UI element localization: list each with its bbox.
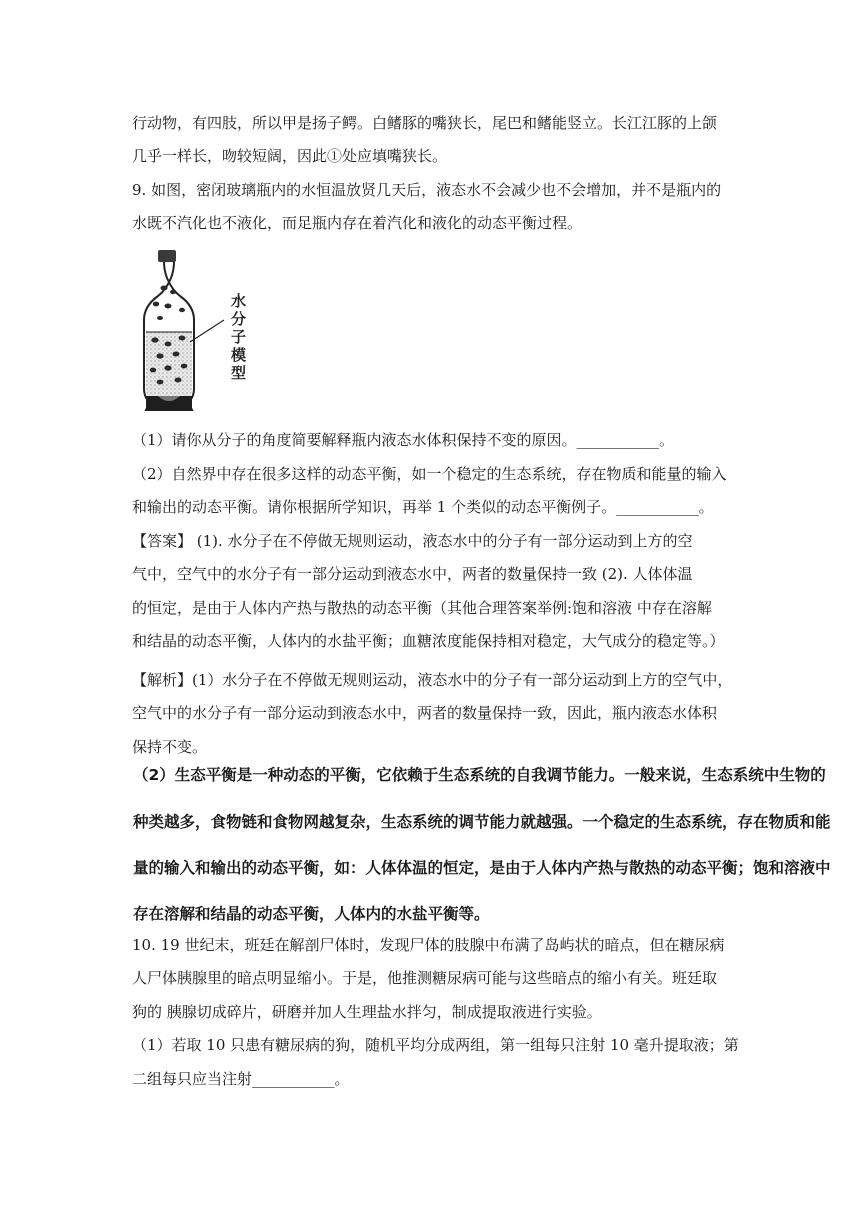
q9-part2: （2）自然界中存在很多这样的动态平衡，如一个稳定的生态系统，存在物质和能量的输入 bbox=[132, 465, 727, 483]
line: 空气中的水分子有一部分运动到液态水中，两者的数量保持一致，因此，瓶内液态水体积 bbox=[132, 704, 718, 722]
analysis-heading: 【解析】(1）水分子在不停做无规则运动，液态水中的分子有一部分运动到上方的空气中， bbox=[132, 671, 733, 689]
line: 存在溶解和结晶的动态平衡，人体内的水盐平衡等。 bbox=[133, 905, 490, 923]
question-9: 9. 如图，密闭玻璃瓶内的水恒温放贤几天后，液态水不会减少也不会增加，并不是瓶内的 bbox=[132, 181, 722, 199]
line: 人尸体胰腺里的暗点明显缩小。于是，他推测糖尿病可能与这些暗点的缩小有关。班廷取 bbox=[132, 969, 718, 987]
line: 和输出的动态平衡。请你根据所学知识，再举 1 个类似的动态平衡例子。___________。 bbox=[132, 498, 714, 516]
line: 量的输入和输出的动态平衡，如：人体体温的恒定，是由于人体内产热与散热的动态平衡；饱和溶液中 bbox=[133, 859, 831, 877]
bottle-figure bbox=[138, 248, 258, 413]
line: 的恒定，是由于人体内产热与散热的动态平衡（其他合理答案举例:饱和溶液 中存在溶解 bbox=[132, 599, 712, 617]
line: 狗的 胰腺切成碎片，研磨并加人生理盐水拌匀，制成提取液进行实验。 bbox=[132, 1003, 602, 1021]
question-10: 10. 19 世纪末，班廷在解剖尸体时，发现尸体的肢腺中布满了岛屿状的暗点，但在糖尿病 bbox=[132, 936, 725, 954]
line: 水既不汽化也不液化，而足瓶内存在着汽化和液化的动态平衡过程。 bbox=[132, 214, 583, 232]
q10-part1: （1）若取 10 只患有糖尿病的狗，随机平均分成两组，第一组每只注射 10 毫升提取液；第 bbox=[132, 1036, 739, 1054]
analysis-part2: （2）生态平衡是一种动态的平衡，它依赖于生态系统的自我调节能力。一般来说，生态系统中生物的 bbox=[133, 766, 826, 784]
line: 种类越多，食物链和食物网越复杂，生态系统的调节能力就越强。一个稳定的生态系统，存在物质和能 bbox=[133, 813, 831, 831]
figure-label: 水分子模型 bbox=[231, 292, 247, 382]
line: 保持不变。 bbox=[132, 738, 208, 756]
q9-part1: （1）请你从分子的角度简要解释瓶内液态水体积保持不变的原因。___________。 bbox=[132, 431, 675, 449]
line: 二组每只应当注射___________。 bbox=[132, 1070, 350, 1088]
line: 几乎一样长，吻较短阔，因此①处应填嘴狭长。 bbox=[132, 147, 448, 165]
line: 气中，空气中的水分子有一部分运动到液态水中，两者的数量保持一致 (2). 人体体温 bbox=[132, 565, 693, 583]
answer-heading: 【答案】 (1). 水分子在不停做无规则运动，液态水中的分子有一部分运动到上方的空 bbox=[132, 532, 693, 550]
line: 行动物，有四肢，所以甲是扬子鳄。白鳍豚的嘴狭长，尾巴和鳍能竖立。长江江豚的上颌 bbox=[132, 114, 718, 132]
line: 和结晶的动态平衡，人体内的水盐平衡；血糖浓度能保持相对稳定，大气成分的稳定等。） bbox=[132, 632, 725, 650]
